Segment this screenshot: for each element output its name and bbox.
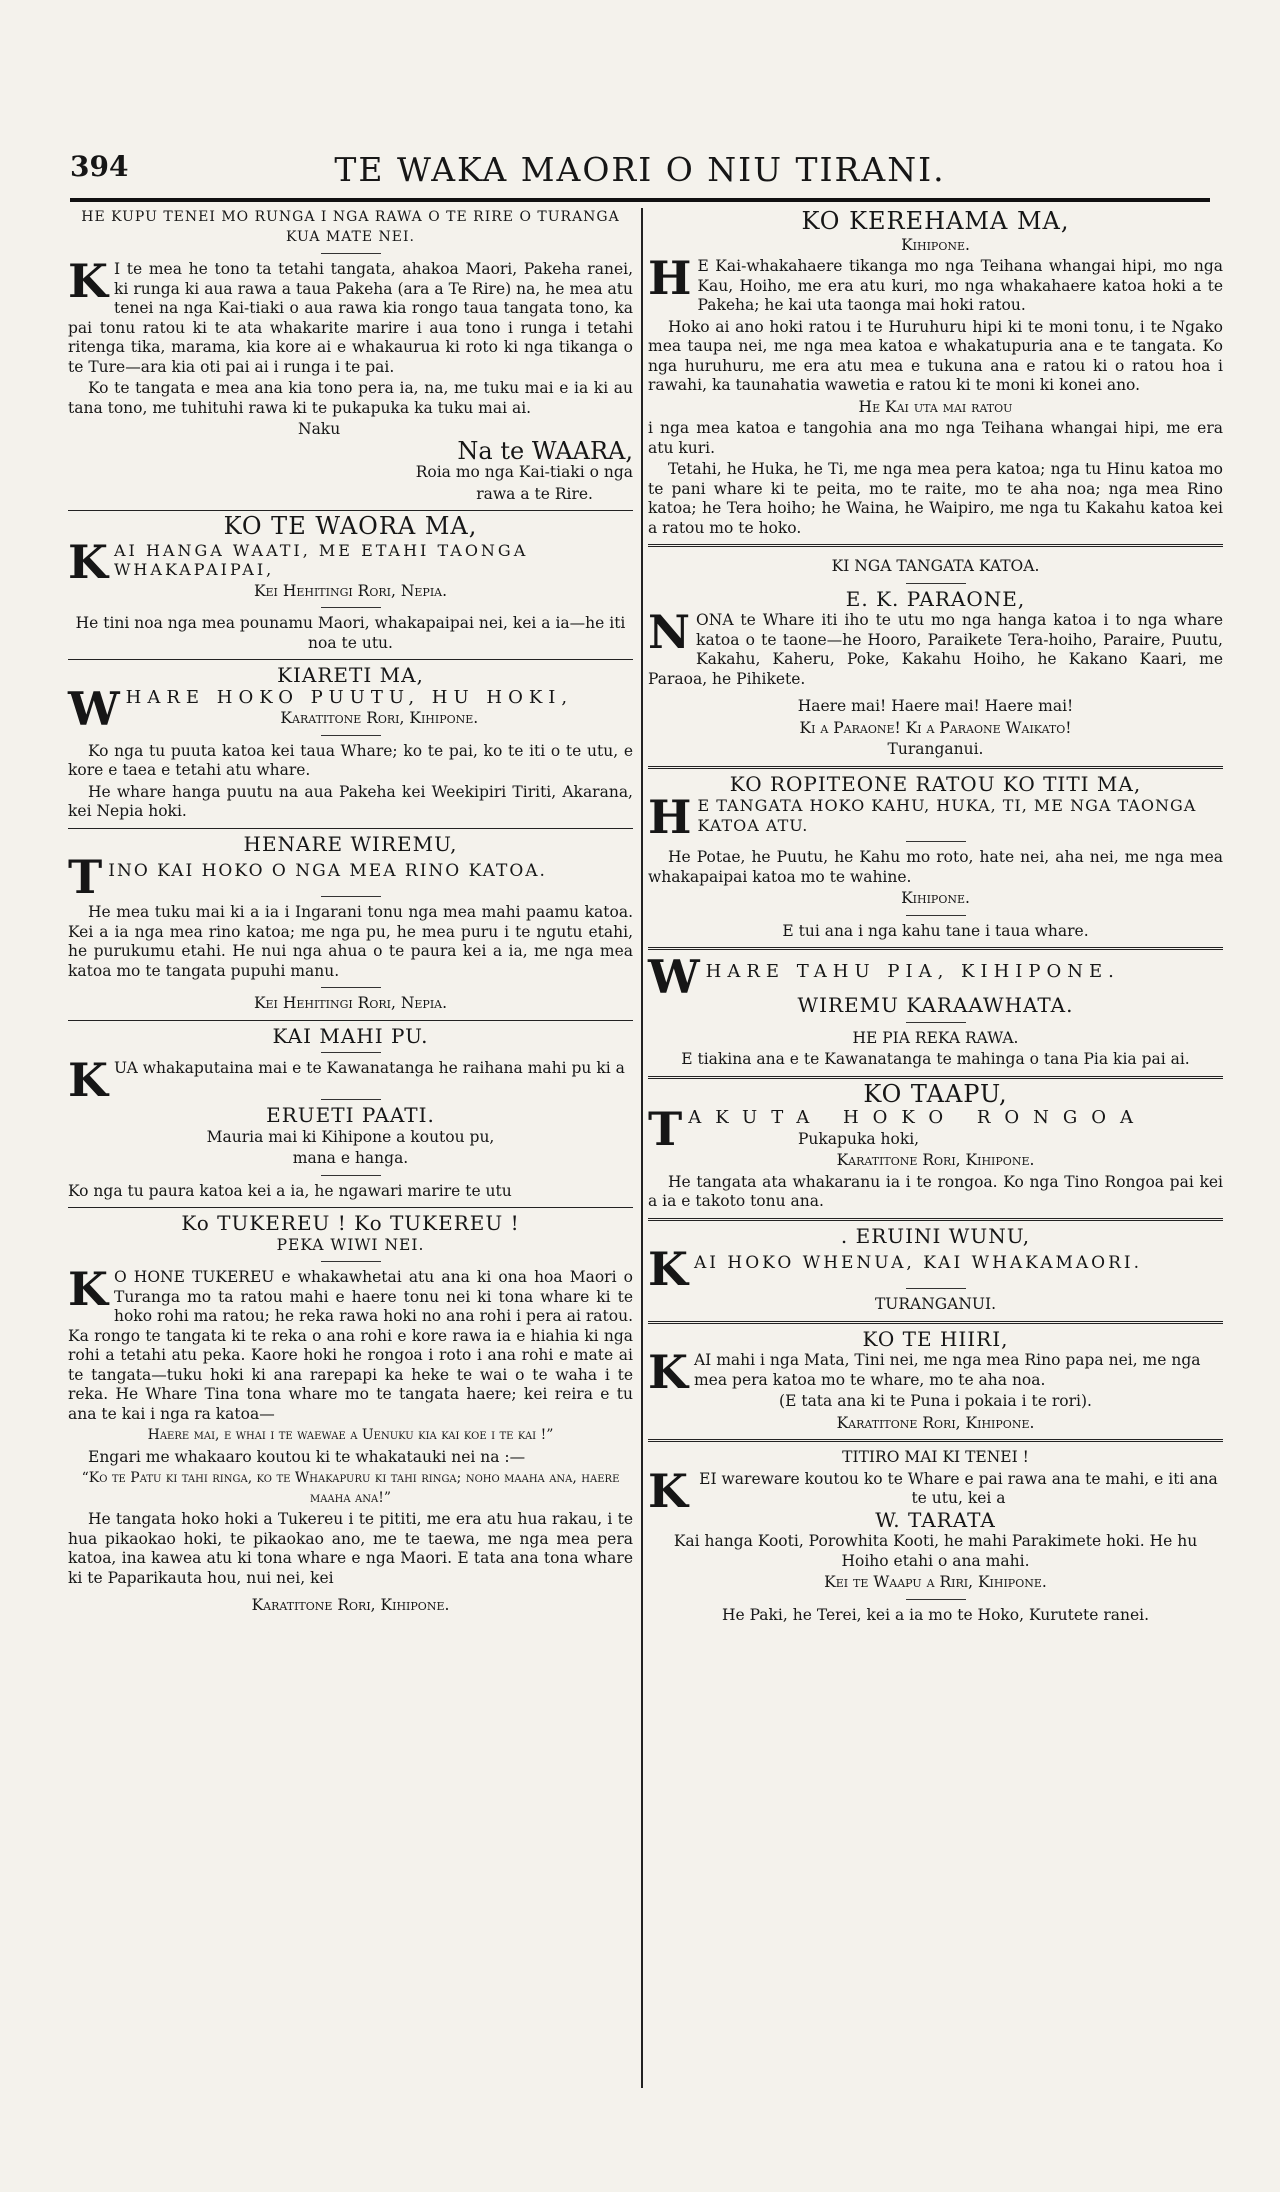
ad-body: He tini noa nga mea pounamu Maori, whakapaipai nei, kei a ia—he iti noa te utu. bbox=[75, 614, 626, 652]
ad-separator bbox=[68, 1207, 633, 1208]
ad-separator bbox=[648, 1076, 1223, 1079]
column-divider bbox=[641, 208, 643, 2088]
ad-rire-estate bbox=[68, 208, 633, 504]
ad-heading: HENARE WIREMU, bbox=[243, 831, 458, 856]
signer-role-2: rawa a te Rire. bbox=[476, 484, 593, 503]
ad-subheading: HARE HOKO PUUTU, HU HOKI, bbox=[125, 686, 574, 708]
ad-body: He mea tuku mai ki a ia i Ingarani tonu nga mea mahi paamu katoa. Kei a ia nga mea rino katoa; me nga pu, he mea puru i te ngutu etahi, he purukumu etahi. He nui nga ahua o te paura kei a ia, me nga mea katoa mo te tangata pupuhi manu. bbox=[68, 903, 633, 980]
ad-subheading: AI HOKO WHENUA, KAI WHAKAMAORI. bbox=[693, 1253, 1143, 1273]
divider bbox=[321, 607, 381, 608]
ad-subheading: INO KAI HOKO O NGA MEA RINO KATOA. bbox=[108, 861, 547, 881]
ad-location: Karatitone Rori, Kihipone. bbox=[280, 709, 479, 727]
ad-body-3: He Paki, he Terei, kei a ia mo te Hoko, Kurutete ranei. bbox=[721, 1605, 1150, 1624]
divider bbox=[906, 583, 966, 584]
ad-body: ONA te Whare iti iho te utu mo nga hanga katoa i to nga whare katoa o te taone—he Hooro, Paraikete Tera-hoiho, Paraire, Puutu, Kakahu, Kaheru, Poke, Kakahu Hoiho, he Kakano Kaari, me Paraoa, he Pihikete. bbox=[648, 611, 1223, 688]
ad-body-2: Hoko ai ano hoki ratou i te Huruhuru hipi ki te moni tonu, i te Ngako mea taupa nei, me nga mea katoa e whakatupuria ana e te tangata. Ko nga huruhuru, me era atu mea e tukuna ana e ratou ki o ratou hoa i rawahi, ka taunahatia wawetia e ratou ki te moni ki konei ano. bbox=[648, 317, 1223, 394]
ad-separator bbox=[648, 947, 1223, 950]
ad-body-2: Ko te tangata e mea ana kia tono pera ia, na, me tuku mai e ia ki au tana tono, me tuhituhi rawa ki te pukapuka ka tuku mai ai. bbox=[68, 379, 633, 417]
ad-body: EI wareware koutou ko te Whare e pai rawa ana te mahi, e iti ana te utu, kei a bbox=[699, 1469, 1218, 1507]
drop-cap: K bbox=[648, 1242, 688, 1296]
divider bbox=[906, 1288, 966, 1289]
ad-subheading: HE PIA REKA RAWA. bbox=[852, 1028, 1019, 1047]
ad-waora bbox=[68, 512, 633, 653]
brewer-name: WIREMU KARAAWHATA. bbox=[797, 993, 1074, 1017]
ad-subheading: AI HANGA WAATI, ME ETAHI TAONGA WHAKAPAIPAI, bbox=[113, 540, 529, 579]
ad-body: UA whakaputaina mai e te Kawanatanga he raihana mahi pu ki a bbox=[113, 1059, 625, 1077]
ad-kiareti bbox=[68, 663, 633, 822]
ad-location: TURANGANUI. bbox=[874, 1295, 997, 1313]
ad-separator bbox=[648, 1321, 1223, 1324]
ad-location: Karatitone Rori, Kihipone. bbox=[836, 1413, 1035, 1432]
signer-name: Na te WAARA, bbox=[457, 436, 633, 465]
ad-body-2: He whare hanga puutu na aua Pakeha kei Weekipiri Tiriti, Akarana, kei Nepia hoki. bbox=[68, 782, 633, 820]
ad-location: Kihipone. bbox=[901, 235, 970, 254]
ad-heading: KAI MAHI PU. bbox=[272, 1023, 429, 1048]
ad-heading: KO KEREHAMA MA, bbox=[801, 207, 1070, 235]
ad-separator bbox=[648, 544, 1223, 547]
ad-location: Kihipone. bbox=[901, 889, 970, 907]
ad-body-3: i nga mea katoa e tangohia ana mo nga Teihana whangai hipi, me era atu kuri. bbox=[648, 419, 1223, 457]
ad-body: E Kai-whakahaere tikanga mo nga Teihana whangai hipi, mo nga Kau, Hoiho, me era atu kuri, mo nga whakahaere katoa hoki a te Pakeha; he kai uta taonga mai hoki ratou. bbox=[697, 257, 1223, 314]
right-column bbox=[648, 208, 1223, 1627]
ad-line: Engari me whakaaro koutou ki te whakatauki nei na :— bbox=[88, 1447, 526, 1466]
ad-location: Kei te Waapu a Riri, Kihipone. bbox=[824, 1573, 1047, 1591]
ad-body: Ko nga tu puuta katoa kei taua Whare; ko te pai, ko te iti o te utu, e kore e taea e tetahi atu whare. bbox=[68, 741, 633, 779]
ad-separator bbox=[68, 510, 633, 511]
ad-location: Kei Hehitingi Rori, Nepia. bbox=[253, 994, 448, 1012]
ad-body-4: Tetahi, he Huka, he Ti, me nga mea pera katoa; nga tu Hinu katoa mo te pani whare ki te peita, mo te raite, mo te aha noa; nga mea Rino katoa; he Tera hoiho; he Waina, he Waipiro, me nga tu Kakahu katoa kei a ratou mo te hoko. bbox=[648, 460, 1223, 537]
ad-body: O HONE TUKEREU e whakawhetai atu ana ki ona hoa Maori o Turanga mo ta ratou mahi e haere tonu nei ki tona whare ki te hoko rohi ma ratou; he reka rawa hoki no ana rohi i pera ai ratou. Ka rongo te tangata ki te reka o ana rohi e kore rawa ia e hiahia ki nga rohi a tetahi atu peka. Kaore hoki he rongoa i roto i ana rohi e mate ai te tangata—tuku hoki ki ana rarepapi ka heke te wai o te waha i te reka. He Whare Tina tona whare mo te tangata haere; kei reira e tu ana te kai i nga ra katoa— bbox=[68, 1268, 633, 1423]
divider bbox=[906, 1022, 966, 1023]
ad-heading: KO TAAPU, bbox=[863, 1079, 1008, 1108]
drop-cap: W bbox=[68, 681, 120, 736]
divider bbox=[321, 253, 381, 254]
page-number: 394 bbox=[70, 150, 129, 183]
ad-line-2: mana e hanga. bbox=[292, 1149, 409, 1167]
ad-heading: Ko TUKEREU ! Ko TUKEREU ! bbox=[181, 1211, 520, 1235]
ad-quote-2: “Ko te Patu ki tahi ringa, ko te Whakapuru ki tahi ringa; noho maaha ana, haere maaha ana!” bbox=[81, 1470, 620, 1506]
ad-cry-2: Ki a Paraone! Ki a Paraone Waikato! bbox=[799, 718, 1072, 737]
drop-cap: T bbox=[648, 1102, 683, 1156]
drop-cap: T bbox=[68, 850, 103, 904]
drop-cap: K bbox=[648, 1345, 688, 1399]
divider bbox=[321, 1099, 381, 1100]
page-header bbox=[70, 150, 1210, 190]
ad-quote: Haere mai, e whai i te waewae a Uenuku kia kai koe i te kai !” bbox=[147, 1427, 554, 1443]
ad-body-2: E tui ana i nga kahu tane i taua whare. bbox=[782, 921, 1089, 940]
divider bbox=[321, 1261, 381, 1262]
ad-cry: Haere mai! Haere mai! Haere mai! bbox=[797, 697, 1074, 715]
drop-cap: K bbox=[68, 254, 108, 308]
ad-line: Mauria mai ki Kihipone a koutou pu, bbox=[206, 1127, 495, 1146]
ad-location: Karatitone Rori, Kihipone. bbox=[836, 1151, 1035, 1169]
ad-te-hiiri bbox=[648, 1326, 1223, 1434]
ad-subheading: AKUTA HOKO RONGOA bbox=[688, 1107, 1148, 1128]
ad-subheading: He Kai uta mai ratou bbox=[858, 397, 1013, 416]
ad-eruini-wunu bbox=[648, 1223, 1223, 1315]
ad-heading: KI NGA TANGATA KATOA. bbox=[831, 557, 1040, 575]
ad-body: I te mea he tono ta tetahi tangata, ahakoa Maori, Pakeha ranei, ki runga ki aua rawa a taua Pakeha (ara a Te Rire) na, he mea atu tenei na nga Kai-tiaki o aua rawa kia rongo taua tangata tono, ka pai tonu ratou ki te ata whakarite marire i aua tono i runga i tetahi ritenga tika, marama, kia kore ai e whakauruа ki roto ki nga tikanga o te Ture—ara kia oti pai ai i runga i te pai. bbox=[68, 260, 633, 376]
ad-heading: . ERUINI WUNU, bbox=[840, 1223, 1031, 1248]
ad-paraone bbox=[648, 557, 1223, 760]
ad-subheading: PEKA WIWI NEI. bbox=[276, 1235, 425, 1254]
divider bbox=[321, 735, 381, 736]
divider bbox=[321, 896, 381, 897]
drop-cap: K bbox=[648, 1463, 688, 1518]
divider bbox=[906, 841, 966, 842]
divider bbox=[906, 915, 966, 916]
ad-body: AI mahi i nga Mata, Tini nei, me nga mea Rino papa nei, me nga mea pera katoa mo te whare, mo te aha noa. bbox=[693, 1351, 1201, 1389]
smith-name: W. TARATA bbox=[875, 1507, 996, 1532]
divider bbox=[321, 1052, 381, 1053]
ad-kai-mahi-pu bbox=[68, 1023, 633, 1202]
ad-location: Karatitone Rori, Kihipone. bbox=[251, 1596, 450, 1614]
divider bbox=[906, 1599, 966, 1600]
drop-cap: H bbox=[648, 251, 692, 305]
merchant-name: E. K. PARAONE, bbox=[845, 586, 1026, 611]
ad-body: He Potae, he Puutu, he Kahu mo roto, hate nei, aha nei, me nga mea whakapaipai katoa mo te wahine. bbox=[648, 848, 1223, 886]
header-rule bbox=[70, 198, 1210, 202]
ad-separator bbox=[648, 1439, 1223, 1442]
ad-body-2: (E tata ana ki te Puna i pokaia i te rori). bbox=[779, 1392, 1092, 1410]
ad-body-2: Kai hanga Kooti, Porowhita Kooti, he mahi Parakimete hoki. He hu Hoiho etahi o ana mahi. bbox=[673, 1532, 1198, 1570]
drop-cap: W bbox=[648, 950, 700, 1004]
ad-separator bbox=[648, 766, 1223, 769]
drop-cap: K bbox=[68, 1262, 108, 1316]
ad-tarata bbox=[648, 1448, 1223, 1625]
ad-body-2: He tangata hoko hoki a Tukereu i te pititi, me era atu hua rakau, i te hua pikaokao hoki, te pikaokao ano, me te taewa, me nga mea pera katoa, ina kawea atu ki tona whare e nga Maori. E tata ana tona whare ki te Paparikauta hou, nui nei, kei bbox=[68, 1510, 633, 1587]
ad-heading: HARE TAHU PIA, KIHIPONE. bbox=[705, 961, 1120, 982]
divider bbox=[321, 1175, 381, 1176]
drop-cap: N bbox=[648, 605, 691, 659]
gunsmith-name: ERUETI PAATI. bbox=[266, 1103, 435, 1127]
signer-role: Roia mo nga Kai-tiaki o nga bbox=[415, 463, 633, 481]
ad-separator bbox=[68, 828, 633, 829]
ad-heading: KIARETI MA, bbox=[277, 663, 424, 687]
ad-heading: KO ROPITEONE RATOU KO TITI MA, bbox=[729, 771, 1142, 796]
ad-heading: KO TE WAORA MA, bbox=[223, 512, 478, 540]
ad-heading: KO TE HIIRI, bbox=[862, 1326, 1009, 1351]
ad-body-2: Ko nga tu paura katoa kei a ia, he ngawari marire te utu bbox=[68, 1181, 512, 1200]
ad-tukereu bbox=[68, 1211, 633, 1616]
ad-subheading: E TANGATA HOKO KAHU, HUKA, TI, ME NGA TAONGA KATOA ATU. bbox=[697, 796, 1197, 835]
ad-separator bbox=[68, 659, 633, 660]
ad-separator bbox=[68, 1020, 633, 1021]
page-title: TE WAKA MAORI O NIU TIRANI. bbox=[334, 150, 946, 189]
drop-cap: K bbox=[68, 534, 108, 589]
drop-cap: H bbox=[648, 790, 692, 844]
ad-location: Turanganui. bbox=[887, 740, 984, 758]
drop-cap: K bbox=[68, 1053, 108, 1107]
naku-label: Naku bbox=[298, 420, 341, 438]
ad-heading: TITIRO MAI KI TENEI ! bbox=[842, 1448, 1029, 1466]
ad-subheading-2: Pukapuka hoki, bbox=[798, 1129, 920, 1148]
ad-separator bbox=[648, 1218, 1223, 1221]
ad-body: He tangata ata whakaranu ia i te rongoa. Ko nga Tino Rongoa pai kei a ia e takoto tonu ana. bbox=[648, 1172, 1223, 1210]
left-column bbox=[68, 208, 633, 1618]
ad-taapu bbox=[648, 1079, 1223, 1212]
ad-henare-wiremu bbox=[68, 831, 633, 1014]
ad-location: Kei Hehitingi Rori, Nepia. bbox=[253, 581, 448, 600]
divider bbox=[321, 987, 381, 988]
ad-kerehama bbox=[648, 207, 1223, 538]
ad-ropiteone bbox=[648, 771, 1223, 942]
ad-body: E tiakina ana e te Kawanatanga te mahinga o tana Pia kia pai ai. bbox=[681, 1050, 1190, 1068]
ad-heading: HE KUPU TENEI MO RUNGA I NGA RAWA O TE RIRE O TURANGA KUA MATE NEI. bbox=[81, 209, 620, 245]
ad-whare-tahu-pia bbox=[648, 950, 1223, 1070]
